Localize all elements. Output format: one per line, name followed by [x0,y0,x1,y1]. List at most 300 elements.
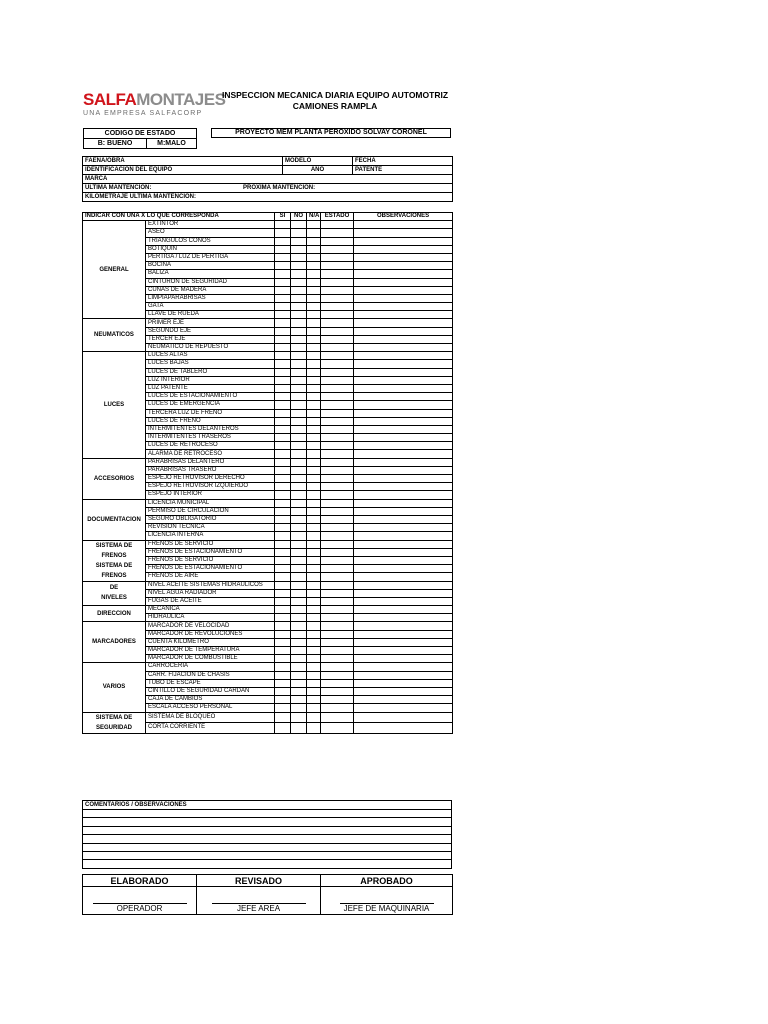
na-cell[interactable] [307,237,321,245]
si-cell[interactable] [275,344,291,352]
na-cell[interactable] [307,507,321,515]
na-cell[interactable] [307,335,321,343]
na-cell[interactable] [307,483,321,491]
estado-cell[interactable] [321,655,354,663]
na-cell[interactable] [307,311,321,319]
estado-cell[interactable] [321,245,354,253]
observaciones-cell[interactable] [354,630,453,638]
estado-cell[interactable] [321,278,354,286]
observaciones-cell[interactable] [354,475,453,483]
na-cell[interactable] [307,655,321,663]
na-cell[interactable] [307,696,321,704]
estado-cell[interactable] [321,352,354,360]
si-cell[interactable] [275,491,291,499]
estado-cell[interactable] [321,466,354,474]
na-cell[interactable] [307,229,321,237]
observaciones-cell[interactable] [354,458,453,466]
estado-cell[interactable] [321,384,354,392]
na-cell[interactable] [307,606,321,614]
observaciones-cell[interactable] [354,573,453,581]
na-cell[interactable] [307,384,321,392]
na-cell[interactable] [307,622,321,630]
si-cell[interactable] [275,303,291,311]
no-cell[interactable] [291,597,307,605]
na-cell[interactable] [307,712,321,723]
observaciones-cell[interactable] [354,466,453,474]
no-cell[interactable] [291,294,307,302]
no-cell[interactable] [291,376,307,384]
na-cell[interactable] [307,376,321,384]
observaciones-cell[interactable] [354,278,453,286]
observaciones-cell[interactable] [354,556,453,564]
observaciones-cell[interactable] [354,483,453,491]
observaciones-cell[interactable] [354,327,453,335]
estado-cell[interactable] [321,622,354,630]
si-cell[interactable] [275,393,291,401]
no-cell[interactable] [291,622,307,630]
estado-cell[interactable] [321,417,354,425]
na-cell[interactable] [307,556,321,564]
na-cell[interactable] [307,245,321,253]
observaciones-cell[interactable] [354,425,453,433]
observaciones-cell[interactable] [354,360,453,368]
si-cell[interactable] [275,696,291,704]
no-cell[interactable] [291,434,307,442]
no-cell[interactable] [291,425,307,433]
na-cell[interactable] [307,491,321,499]
no-cell[interactable] [291,712,307,723]
no-cell[interactable] [291,229,307,237]
na-cell[interactable] [307,294,321,302]
estado-cell[interactable] [321,221,354,229]
no-cell[interactable] [291,606,307,614]
observaciones-cell[interactable] [354,614,453,622]
observaciones-cell[interactable] [354,712,453,723]
na-cell[interactable] [307,614,321,622]
na-cell[interactable] [307,515,321,523]
si-cell[interactable] [275,671,291,679]
observaciones-cell[interactable] [354,565,453,573]
na-cell[interactable] [307,393,321,401]
comment-line[interactable] [83,835,452,843]
estado-cell[interactable] [321,606,354,614]
na-cell[interactable] [307,425,321,433]
estado-cell[interactable] [321,229,354,237]
si-cell[interactable] [275,327,291,335]
no-cell[interactable] [291,630,307,638]
signature-cell-operador[interactable] [83,887,197,915]
no-cell[interactable] [291,303,307,311]
observaciones-cell[interactable] [354,671,453,679]
observaciones-cell[interactable] [354,581,453,589]
estado-cell[interactable] [321,696,354,704]
observaciones-cell[interactable] [354,687,453,695]
no-cell[interactable] [291,335,307,343]
na-cell[interactable] [307,573,321,581]
observaciones-cell[interactable] [354,344,453,352]
estado-cell[interactable] [321,344,354,352]
estado-cell[interactable] [321,548,354,556]
observaciones-cell[interactable] [354,515,453,523]
comment-line[interactable] [83,826,452,834]
si-cell[interactable] [275,687,291,695]
na-cell[interactable] [307,466,321,474]
observaciones-cell[interactable] [354,589,453,597]
comment-line[interactable] [83,860,452,868]
si-cell[interactable] [275,237,291,245]
comment-line[interactable] [83,843,452,851]
estado-cell[interactable] [321,253,354,261]
observaciones-cell[interactable] [354,450,453,458]
si-cell[interactable] [275,499,291,507]
si-cell[interactable] [275,401,291,409]
estado-cell[interactable] [321,442,354,450]
na-cell[interactable] [307,638,321,646]
si-cell[interactable] [275,663,291,671]
estado-cell[interactable] [321,458,354,466]
estado-cell[interactable] [321,540,354,548]
si-cell[interactable] [275,630,291,638]
si-cell[interactable] [275,221,291,229]
si-cell[interactable] [275,417,291,425]
si-cell[interactable] [275,679,291,687]
no-cell[interactable] [291,344,307,352]
si-cell[interactable] [275,286,291,294]
no-cell[interactable] [291,475,307,483]
no-cell[interactable] [291,696,307,704]
estado-cell[interactable] [321,237,354,245]
observaciones-cell[interactable] [354,655,453,663]
na-cell[interactable] [307,278,321,286]
observaciones-cell[interactable] [354,376,453,384]
na-cell[interactable] [307,704,321,712]
no-cell[interactable] [291,352,307,360]
si-cell[interactable] [275,622,291,630]
si-cell[interactable] [275,638,291,646]
no-cell[interactable] [291,565,307,573]
si-cell[interactable] [275,311,291,319]
si-cell[interactable] [275,384,291,392]
si-cell[interactable] [275,245,291,253]
observaciones-cell[interactable] [354,270,453,278]
si-cell[interactable] [275,565,291,573]
na-cell[interactable] [307,581,321,589]
no-cell[interactable] [291,393,307,401]
si-cell[interactable] [275,458,291,466]
na-cell[interactable] [307,589,321,597]
estado-cell[interactable] [321,368,354,376]
na-cell[interactable] [307,442,321,450]
no-cell[interactable] [291,237,307,245]
no-cell[interactable] [291,671,307,679]
observaciones-cell[interactable] [354,409,453,417]
si-cell[interactable] [275,647,291,655]
no-cell[interactable] [291,663,307,671]
na-cell[interactable] [307,434,321,442]
na-cell[interactable] [307,368,321,376]
no-cell[interactable] [291,589,307,597]
na-cell[interactable] [307,723,321,734]
si-cell[interactable] [275,376,291,384]
si-cell[interactable] [275,335,291,343]
observaciones-cell[interactable] [354,401,453,409]
no-cell[interactable] [291,360,307,368]
no-cell[interactable] [291,368,307,376]
si-cell[interactable] [275,319,291,327]
na-cell[interactable] [307,663,321,671]
estado-cell[interactable] [321,647,354,655]
na-cell[interactable] [307,540,321,548]
na-cell[interactable] [307,499,321,507]
observaciones-cell[interactable] [354,262,453,270]
no-cell[interactable] [291,524,307,532]
observaciones-cell[interactable] [354,507,453,515]
no-cell[interactable] [291,655,307,663]
observaciones-cell[interactable] [354,286,453,294]
no-cell[interactable] [291,286,307,294]
observaciones-cell[interactable] [354,524,453,532]
si-cell[interactable] [275,597,291,605]
no-cell[interactable] [291,450,307,458]
si-cell[interactable] [275,532,291,540]
estado-cell[interactable] [321,573,354,581]
estado-cell[interactable] [321,671,354,679]
observaciones-cell[interactable] [354,663,453,671]
no-cell[interactable] [291,409,307,417]
si-cell[interactable] [275,262,291,270]
si-cell[interactable] [275,368,291,376]
observaciones-cell[interactable] [354,221,453,229]
si-cell[interactable] [275,409,291,417]
estado-cell[interactable] [321,532,354,540]
no-cell[interactable] [291,507,307,515]
estado-cell[interactable] [321,614,354,622]
estado-cell[interactable] [321,311,354,319]
no-cell[interactable] [291,278,307,286]
observaciones-cell[interactable] [354,647,453,655]
si-cell[interactable] [275,466,291,474]
observaciones-cell[interactable] [354,417,453,425]
no-cell[interactable] [291,532,307,540]
no-cell[interactable] [291,466,307,474]
si-cell[interactable] [275,515,291,523]
no-cell[interactable] [291,401,307,409]
no-cell[interactable] [291,327,307,335]
si-cell[interactable] [275,524,291,532]
estado-cell[interactable] [321,597,354,605]
na-cell[interactable] [307,221,321,229]
si-cell[interactable] [275,556,291,564]
na-cell[interactable] [307,253,321,261]
si-cell[interactable] [275,294,291,302]
na-cell[interactable] [307,532,321,540]
na-cell[interactable] [307,303,321,311]
si-cell[interactable] [275,614,291,622]
estado-cell[interactable] [321,303,354,311]
estado-cell[interactable] [321,491,354,499]
no-cell[interactable] [291,384,307,392]
si-cell[interactable] [275,655,291,663]
si-cell[interactable] [275,352,291,360]
si-cell[interactable] [275,573,291,581]
estado-cell[interactable] [321,638,354,646]
estado-cell[interactable] [321,679,354,687]
si-cell[interactable] [275,712,291,723]
estado-cell[interactable] [321,335,354,343]
observaciones-cell[interactable] [354,638,453,646]
comment-line[interactable] [83,818,452,826]
no-cell[interactable] [291,679,307,687]
observaciones-cell[interactable] [354,303,453,311]
estado-cell[interactable] [321,687,354,695]
observaciones-cell[interactable] [354,491,453,499]
estado-cell[interactable] [321,425,354,433]
estado-cell[interactable] [321,360,354,368]
si-cell[interactable] [275,270,291,278]
na-cell[interactable] [307,401,321,409]
no-cell[interactable] [291,483,307,491]
no-cell[interactable] [291,262,307,270]
si-cell[interactable] [275,548,291,556]
estado-cell[interactable] [321,401,354,409]
observaciones-cell[interactable] [354,540,453,548]
na-cell[interactable] [307,352,321,360]
na-cell[interactable] [307,548,321,556]
estado-cell[interactable] [321,270,354,278]
na-cell[interactable] [307,687,321,695]
observaciones-cell[interactable] [354,352,453,360]
na-cell[interactable] [307,344,321,352]
na-cell[interactable] [307,647,321,655]
estado-cell[interactable] [321,294,354,302]
no-cell[interactable] [291,556,307,564]
signature-cell-jefe-maquinaria[interactable] [321,887,453,915]
na-cell[interactable] [307,319,321,327]
observaciones-cell[interactable] [354,335,453,343]
na-cell[interactable] [307,597,321,605]
estado-cell[interactable] [321,712,354,723]
observaciones-cell[interactable] [354,245,453,253]
estado-cell[interactable] [321,507,354,515]
estado-cell[interactable] [321,327,354,335]
estado-cell[interactable] [321,630,354,638]
estado-cell[interactable] [321,262,354,270]
na-cell[interactable] [307,270,321,278]
na-cell[interactable] [307,417,321,425]
estado-cell[interactable] [321,409,354,417]
estado-cell[interactable] [321,319,354,327]
signature-cell-jefe-area[interactable] [197,887,321,915]
si-cell[interactable] [275,434,291,442]
si-cell[interactable] [275,253,291,261]
estado-cell[interactable] [321,589,354,597]
observaciones-cell[interactable] [354,548,453,556]
si-cell[interactable] [275,450,291,458]
no-cell[interactable] [291,319,307,327]
si-cell[interactable] [275,704,291,712]
estado-cell[interactable] [321,393,354,401]
si-cell[interactable] [275,425,291,433]
estado-cell[interactable] [321,515,354,523]
observaciones-cell[interactable] [354,532,453,540]
na-cell[interactable] [307,409,321,417]
observaciones-cell[interactable] [354,294,453,302]
observaciones-cell[interactable] [354,434,453,442]
observaciones-cell[interactable] [354,319,453,327]
si-cell[interactable] [275,475,291,483]
si-cell[interactable] [275,278,291,286]
observaciones-cell[interactable] [354,597,453,605]
na-cell[interactable] [307,671,321,679]
na-cell[interactable] [307,679,321,687]
na-cell[interactable] [307,286,321,294]
si-cell[interactable] [275,360,291,368]
no-cell[interactable] [291,581,307,589]
observaciones-cell[interactable] [354,606,453,614]
no-cell[interactable] [291,253,307,261]
na-cell[interactable] [307,360,321,368]
na-cell[interactable] [307,450,321,458]
no-cell[interactable] [291,687,307,695]
estado-cell[interactable] [321,723,354,734]
no-cell[interactable] [291,491,307,499]
si-cell[interactable] [275,229,291,237]
no-cell[interactable] [291,221,307,229]
no-cell[interactable] [291,245,307,253]
no-cell[interactable] [291,638,307,646]
estado-cell[interactable] [321,663,354,671]
estado-cell[interactable] [321,483,354,491]
estado-cell[interactable] [321,524,354,532]
estado-cell[interactable] [321,581,354,589]
no-cell[interactable] [291,540,307,548]
estado-cell[interactable] [321,450,354,458]
no-cell[interactable] [291,548,307,556]
observaciones-cell[interactable] [354,237,453,245]
comment-line[interactable] [83,851,452,859]
observaciones-cell[interactable] [354,311,453,319]
observaciones-cell[interactable] [354,253,453,261]
comment-line[interactable] [83,810,452,818]
no-cell[interactable] [291,515,307,523]
no-cell[interactable] [291,614,307,622]
observaciones-cell[interactable] [354,679,453,687]
si-cell[interactable] [275,483,291,491]
observaciones-cell[interactable] [354,696,453,704]
observaciones-cell[interactable] [354,622,453,630]
na-cell[interactable] [307,565,321,573]
estado-cell[interactable] [321,376,354,384]
no-cell[interactable] [291,270,307,278]
na-cell[interactable] [307,262,321,270]
observaciones-cell[interactable] [354,368,453,376]
na-cell[interactable] [307,327,321,335]
observaciones-cell[interactable] [354,229,453,237]
observaciones-cell[interactable] [354,442,453,450]
observaciones-cell[interactable] [354,704,453,712]
si-cell[interactable] [275,540,291,548]
si-cell[interactable] [275,589,291,597]
no-cell[interactable] [291,499,307,507]
no-cell[interactable] [291,417,307,425]
observaciones-cell[interactable] [354,499,453,507]
na-cell[interactable] [307,630,321,638]
no-cell[interactable] [291,311,307,319]
no-cell[interactable] [291,704,307,712]
no-cell[interactable] [291,723,307,734]
na-cell[interactable] [307,475,321,483]
observaciones-cell[interactable] [354,393,453,401]
